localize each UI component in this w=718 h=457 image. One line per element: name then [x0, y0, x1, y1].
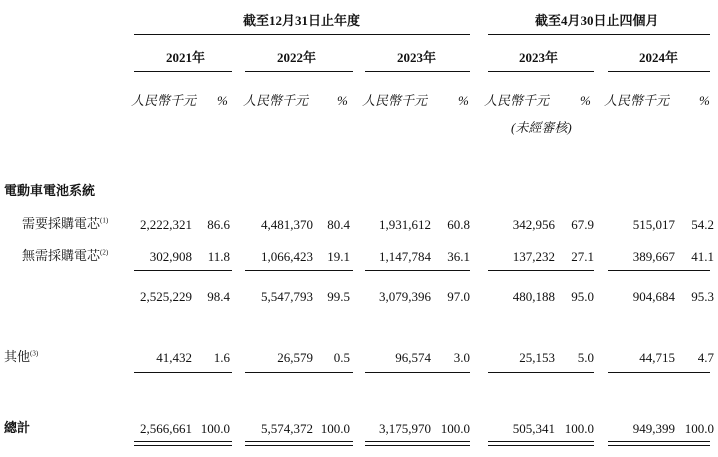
cell-pct: 3.0 — [453, 350, 470, 365]
year-rule-2023-4m — [488, 71, 594, 72]
cell-value: 1,066,423 — [261, 249, 313, 264]
cell-value: 26,579 — [277, 350, 313, 365]
cell-value: 96,574 — [395, 350, 431, 365]
other-rule — [134, 372, 232, 373]
cell-pct: 67.9 — [571, 217, 594, 232]
cell-value: 389,667 — [632, 249, 675, 264]
cell-value: 3,079,396 — [379, 289, 431, 304]
year-rule-2023 — [365, 71, 470, 72]
row-label-total: 總計 — [4, 420, 31, 435]
other-rule — [488, 372, 594, 373]
subtotal-rule — [134, 270, 232, 271]
total-double-rule — [245, 441, 353, 446]
row-label-other: 其他$^{(3)}$ — [4, 349, 39, 364]
subtotal-rule — [608, 270, 710, 271]
row-label-no-purchase: 無需採購電芯$^{(2)}$ — [22, 248, 109, 263]
year-header-2024-4m: 2024年 — [639, 50, 679, 65]
four-month-group-header: 截至4月30日止四個月 — [535, 13, 659, 28]
unit-label: 人民幣千元 — [362, 93, 428, 108]
cell-pct: 97.0 — [447, 289, 470, 304]
year-end-group-rule — [134, 34, 470, 35]
cell-value: 515,017 — [632, 217, 675, 232]
cell-pct: 80.4 — [327, 217, 350, 232]
cell-value: 5,547,793 — [261, 289, 313, 304]
footnote-3: (3) — [30, 349, 39, 358]
cell-pct: 60.8 — [447, 217, 470, 232]
year-header-2023-4m: 2023年 — [519, 50, 559, 65]
cell-pct: 0.5 — [333, 350, 350, 365]
subtotal-rule — [365, 270, 470, 271]
cell-value: 41,432 — [156, 350, 192, 365]
other-rule — [245, 372, 353, 373]
cell-pct: 5.0 — [577, 350, 594, 365]
unit-label: 人民幣千元 — [243, 93, 309, 108]
cell-value: 904,684 — [632, 289, 675, 304]
cell-pct: 36.1 — [447, 249, 470, 264]
year-header-2022: 2022年 — [277, 50, 317, 65]
other-rule — [608, 372, 710, 373]
cell-value: 949,399 — [632, 421, 675, 436]
cell-pct: 27.1 — [571, 249, 594, 264]
cell-value: 505,341 — [512, 421, 555, 436]
pct-label: % — [699, 93, 710, 108]
pct-label: % — [217, 93, 228, 108]
four-month-group-rule — [488, 34, 710, 35]
total-double-rule — [134, 441, 232, 446]
battery-section-heading: 電動車電池系統 — [4, 183, 96, 198]
subtotal-rule — [488, 270, 594, 271]
total-double-rule — [365, 441, 470, 446]
cell-value: 3,175,970 — [379, 421, 431, 436]
cell-pct: 95.0 — [571, 289, 594, 304]
cell-value: 44,715 — [639, 350, 675, 365]
cell-pct: 86.6 — [207, 217, 230, 232]
cell-pct: 99.5 — [327, 289, 350, 304]
cell-pct: 100.0 — [440, 421, 470, 436]
cell-value: 1,931,612 — [379, 217, 431, 232]
footnote-1: (1) — [100, 216, 109, 225]
pct-label: % — [337, 93, 348, 108]
cell-pct: 19.1 — [327, 249, 350, 264]
cell-value: 25,153 — [519, 350, 555, 365]
cell-pct: 54.2 — [691, 217, 714, 232]
cell-pct: 95.3 — [691, 289, 714, 304]
cell-value: 1,147,784 — [379, 249, 431, 264]
cell-value: 480,188 — [512, 289, 555, 304]
cell-value: 2,525,229 — [140, 289, 192, 304]
cell-pct: 100.0 — [684, 421, 714, 436]
cell-value: 137,232 — [512, 249, 555, 264]
year-header-2021: 2021年 — [166, 50, 206, 65]
unit-label: 人民幣千元 — [604, 93, 670, 108]
cell-pct: 100.0 — [320, 421, 350, 436]
cell-pct: 41.1 — [691, 249, 714, 264]
cell-pct: 100.0 — [200, 421, 230, 436]
year-rule-2024-4m — [608, 71, 710, 72]
cell-pct: 4.7 — [697, 350, 714, 365]
cell-value: 302,908 — [149, 249, 192, 264]
total-double-rule — [608, 441, 710, 446]
other-rule — [365, 372, 470, 373]
row-label-purchase-needed: 需要採購電芯$^{(1)}$ — [22, 216, 109, 231]
subtotal-rule — [245, 270, 353, 271]
footnote-2: (2) — [100, 248, 109, 257]
cell-value: 4,481,370 — [261, 217, 313, 232]
cell-pct: 11.8 — [207, 249, 230, 264]
cell-pct: 1.6 — [213, 350, 230, 365]
unaudited-note: (未經審核) — [511, 120, 572, 135]
cell-pct: 100.0 — [564, 421, 594, 436]
pct-label: % — [458, 93, 469, 108]
unit-label: 人民幣千元 — [131, 93, 197, 108]
cell-value: 5,574,372 — [261, 421, 313, 436]
year-end-group-header: 截至12月31日止年度 — [243, 13, 361, 28]
cell-value: 2,566,661 — [140, 421, 192, 436]
cell-value: 2,222,321 — [140, 217, 192, 232]
pct-label: % — [580, 93, 591, 108]
year-rule-2022 — [245, 71, 353, 72]
total-double-rule — [488, 441, 594, 446]
unit-label: 人民幣千元 — [484, 93, 550, 108]
year-header-2023: 2023年 — [397, 50, 437, 65]
cell-pct: 98.4 — [207, 289, 230, 304]
year-rule-2021 — [134, 71, 232, 72]
cell-value: 342,956 — [512, 217, 555, 232]
